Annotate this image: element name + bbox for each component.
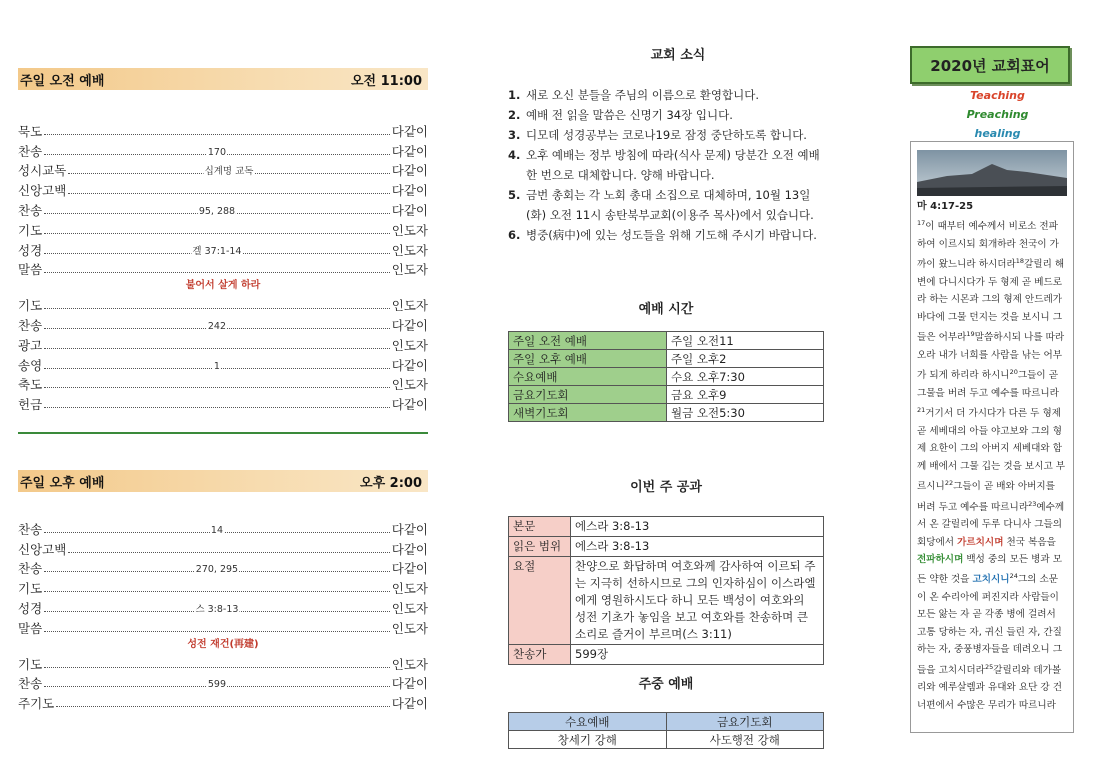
order-item-name: 찬송 <box>18 561 43 577</box>
verse-text: 그들이 곧 배와 아버지를 버려 두고 예수를 따르니라 <box>917 481 1055 513</box>
verse-text: 그의 소문이 온 수리아에 퍼진지라 사람들이 모든 앓는 자 곧 각종 병에 걸려서 고통 당하는 자, 귀신 들린 자, 간질하는 자, 중풍병자들을 데려오니 그들을 고치시더라 <box>917 574 1062 676</box>
order-row <box>18 179 428 199</box>
order-item-name: 신앙고백 <box>18 183 67 199</box>
order-row <box>18 673 428 693</box>
afternoon-order-list <box>18 518 428 712</box>
order-item-detail: 겔 37:1-14 <box>191 243 242 257</box>
news-item-text: 디모데 성경공부는 코로나19로 잠정 중단하도록 합니다. <box>526 128 807 142</box>
dot-leader <box>44 679 390 691</box>
order-item-leader: 인도자 <box>391 222 428 238</box>
dot-leader <box>44 603 390 615</box>
order-item-detail: 95, 288 <box>198 205 236 217</box>
order-item-detail: 170 <box>207 146 227 158</box>
row-value: 월금 오전5:30 <box>667 404 824 422</box>
row-value: 에스라 3:8-13 <box>571 517 824 537</box>
verse-number: 21 <box>917 406 926 415</box>
order-item-leader: 인도자 <box>391 262 428 278</box>
keyword-healing: healing <box>974 127 1021 140</box>
midweek-header-fri: 금요기도회 <box>666 713 824 731</box>
morning-service <box>18 68 428 413</box>
news-item <box>508 225 848 245</box>
dot-leader <box>44 205 390 217</box>
keyword-teaching: Teaching <box>970 89 1025 102</box>
news-item-number: 4. <box>508 148 521 162</box>
dot-leader <box>44 360 390 372</box>
news-item-text: 예배 전 읽을 말씀은 신명기 34장 입니다. <box>526 108 733 122</box>
row-label: 수요예배 <box>509 368 667 386</box>
order-item-leader: 인도자 <box>391 337 428 353</box>
lesson-row <box>509 645 824 665</box>
verse-text: 예수께서 온 갈릴리에 두루 다니사 그들의 회당에서 <box>917 501 1065 548</box>
service-time-row <box>509 404 824 422</box>
lesson-row <box>509 537 824 557</box>
order-item-name: 찬송 <box>18 143 43 159</box>
news-item <box>508 105 848 125</box>
order-item-detail: 270, 295 <box>195 564 239 576</box>
dot-leader <box>44 245 390 257</box>
order-item-name: 성경 <box>18 242 43 258</box>
order-item-name: 축도 <box>18 377 43 393</box>
dot-leader <box>44 407 390 408</box>
order-item-leader: 다같이 <box>391 521 428 537</box>
row-label: 주일 오전 예배 <box>509 332 667 350</box>
order-row <box>18 239 428 259</box>
news-item-number: 1. <box>508 88 521 102</box>
order-item-leader: 다같이 <box>391 676 428 692</box>
row-value: 수요 오후7:30 <box>667 368 824 386</box>
order-item-name: 기도 <box>18 298 43 314</box>
afternoon-service-header <box>18 470 428 492</box>
order-row <box>18 160 428 180</box>
row-label: 주일 오후 예배 <box>509 350 667 368</box>
lesson-title: 이번 주 공과 <box>630 480 702 495</box>
morning-order-list <box>18 120 428 413</box>
midweek-table <box>508 712 824 749</box>
times-title: 예배 시간 <box>638 302 694 317</box>
order-row <box>18 518 428 538</box>
row-label: 요절 <box>509 557 571 645</box>
motto-box <box>910 46 1070 84</box>
verse-number: 17 <box>917 219 926 228</box>
order-item-leader: 다같이 <box>391 202 428 218</box>
dot-leader <box>44 591 390 592</box>
service-time-row <box>509 332 824 350</box>
news-item <box>508 185 848 225</box>
highlight-preaching: 전파하시며 <box>917 554 964 566</box>
verse-text: 갈릴리 해변에 다니시다가 두 형제 곧 베드로라 하는 시몬과 그의 형제 안드레가 바다에 그물 던지는 것을 보시니 그들은 어부라 <box>917 259 1065 344</box>
dot-leader <box>68 166 389 178</box>
highlight-teaching: 가르치시며 <box>957 536 1004 548</box>
order-item-leader: 인도자 <box>391 298 428 314</box>
dot-leader <box>56 706 390 707</box>
dot-leader <box>44 308 390 309</box>
order-item-leader: 다같이 <box>391 357 428 373</box>
order-item-name: 찬송 <box>18 317 43 333</box>
dot-leader <box>44 631 390 632</box>
dot-leader <box>44 272 390 273</box>
order-item-name: 신앙고백 <box>18 541 67 557</box>
service-times-table <box>508 331 824 422</box>
morning-service-time: 오전 11:00 <box>350 73 422 89</box>
news-item-text: 병중(病中)에 있는 성도들을 위해 기도해 주시기 바랍니다. <box>526 228 817 242</box>
row-label: 읽은 범위 <box>509 537 571 557</box>
order-item-leader: 인도자 <box>391 377 428 393</box>
order-row <box>18 140 428 160</box>
order-item-leader: 다같이 <box>391 317 428 333</box>
news-item-text: 금번 총회는 각 노회 총대 소집으로 대체하며, 10월 13일(화) 오전 11시 송탄북부교회(이용주 목사)에서 있습니다. <box>526 188 814 222</box>
midweek-header-wed: 수요예배 <box>509 713 667 731</box>
dot-leader <box>44 564 390 576</box>
order-item-detail: 십계명 교독 <box>204 163 255 177</box>
order-item-name: 말씀 <box>18 620 43 636</box>
row-value: 에스라 3:8-13 <box>571 537 824 557</box>
morning-service-header <box>18 68 428 90</box>
afternoon-service-title: 주일 오후 예배 <box>20 475 105 491</box>
sermon-title: 성전 재건(再建) <box>187 638 259 650</box>
dot-leader <box>44 524 390 536</box>
order-row <box>18 538 428 558</box>
scripture-box <box>910 141 1074 733</box>
verse-number: 19 <box>966 330 975 339</box>
dot-leader <box>44 320 390 332</box>
order-row <box>18 558 428 578</box>
service-time-row <box>509 350 824 368</box>
order-item-leader: 인도자 <box>391 581 428 597</box>
order-item-name: 말씀 <box>18 262 43 278</box>
dot-leader <box>68 193 389 194</box>
dot-leader <box>44 146 390 158</box>
news-item <box>508 85 848 105</box>
verse-text: 백성 중의 모든 병과 모든 약한 것을 <box>917 554 1062 586</box>
order-row <box>18 692 428 712</box>
dot-leader <box>44 233 390 234</box>
afternoon-service-time: 오후 2:00 <box>360 475 422 491</box>
row-value: 599장 <box>571 645 824 665</box>
section-divider <box>18 432 428 434</box>
order-row <box>18 314 428 334</box>
verse-number: 25 <box>984 662 994 671</box>
verse-number: 23 <box>1028 499 1037 508</box>
order-item-leader: 다같이 <box>391 143 428 159</box>
order-item-detail: 1 <box>213 360 220 372</box>
order-row <box>18 199 428 219</box>
order-row <box>18 597 428 617</box>
order-item-detail: 스 3:8-13 <box>194 601 239 615</box>
mountain-image <box>917 150 1067 196</box>
afternoon-service <box>18 470 428 712</box>
order-row <box>18 577 428 597</box>
order-item-name: 묵도 <box>18 123 43 139</box>
lesson-table <box>508 516 824 665</box>
news-title: 교회 소식 <box>650 48 706 63</box>
order-item-name: 기도 <box>18 222 43 238</box>
order-item-detail: 242 <box>207 320 227 332</box>
order-item-name: 찬송 <box>18 202 43 218</box>
news-item-text: 오후 예배는 정부 방침에 따라(식사 문제) 당분간 오전 예배 한 번으로 대체합니다. 양해 바랍니다. <box>526 148 820 182</box>
verse-text: 거기서 더 가시다가 다른 두 형제 곧 세베대의 아들 야고보와 그의 형제 요한이 그의 아버지 세베대와 함께 배에서 그물 깁는 것을 보시고 부르시니 <box>917 408 1066 493</box>
order-item-name: 성경 <box>18 600 43 616</box>
row-label: 금요기도회 <box>509 386 667 404</box>
order-item-leader: 다같이 <box>391 696 428 712</box>
church-news <box>508 44 848 245</box>
row-value: 주일 오전11 <box>667 332 824 350</box>
order-item-name: 송영 <box>18 357 43 373</box>
order-item-leader: 다같이 <box>391 397 428 413</box>
scripture-text <box>917 215 1067 714</box>
news-item-text: 새로 오신 분들을 주님의 이름으로 환영합니다. <box>526 88 760 102</box>
lesson-row <box>509 557 824 645</box>
order-row <box>18 393 428 413</box>
keyword-preaching: Preaching <box>966 108 1029 121</box>
order-row <box>18 354 428 374</box>
order-item-name: 찬송 <box>18 521 43 537</box>
order-item-leader: 다같이 <box>391 561 428 577</box>
order-row <box>18 653 428 673</box>
order-item-leader: 인도자 <box>391 600 428 616</box>
row-value: 금요 오후9 <box>667 386 824 404</box>
verse-number: 22 <box>944 479 954 488</box>
verse-number: 20 <box>1009 368 1018 377</box>
order-row <box>18 259 428 279</box>
verse-text: 이 때부터 예수께서 비로소 전파하여 이르시되 회개하라 천국이 가까이 왔느니라 하시더라 <box>917 221 1059 271</box>
dot-leader <box>44 348 390 349</box>
row-label: 찬송가 <box>509 645 571 665</box>
verse-number: 24 <box>1009 572 1018 581</box>
service-time-row <box>509 368 824 386</box>
order-item-name: 찬송 <box>18 676 43 692</box>
row-label: 새벽기도회 <box>509 404 667 422</box>
morning-service-title: 주일 오전 예배 <box>20 73 105 89</box>
dot-leader <box>44 667 390 668</box>
verse-text: 갈릴리와 데가볼리와 예루살렘과 유대와 요단 강 건너편에서 수많은 무리가 따르니라 <box>917 664 1062 711</box>
verse-text: 말씀하시되 나를 따라오라 내가 너희를 사람을 낚는 어부가 되게 하리라 하시니 <box>917 332 1065 382</box>
motto-keywords <box>910 86 1085 143</box>
dot-leader <box>68 552 389 553</box>
row-value: 찬양으로 화답하며 여호와께 감사하여 이르되 주는 지극히 선하시므로 그의 인자하심이 이스라엘에게 영원하시도다 하니 모든 백성이 여호와의 성전 기초가 놓임을 보고 여호와를 찬송하며 큰 소리로 즐거이 부르며(스 3:11) <box>571 557 824 645</box>
verse-text: 천국 복음을 <box>1003 536 1056 548</box>
service-time-row <box>509 386 824 404</box>
news-list <box>508 85 848 245</box>
news-item-number: 3. <box>508 128 521 142</box>
order-item-name: 헌금 <box>18 397 43 413</box>
order-row <box>18 219 428 239</box>
sermon-title: 불어서 살게 하라 <box>185 280 261 292</box>
order-row <box>18 294 428 314</box>
news-item <box>508 145 848 185</box>
order-item-name: 성시교독 <box>18 163 67 179</box>
motto-title: 2020년 교회표어 <box>930 56 1050 75</box>
order-item-name: 주기도 <box>18 696 55 712</box>
news-item-number: 5. <box>508 188 521 202</box>
order-row <box>18 334 428 354</box>
order-item-detail: 599 <box>207 679 227 691</box>
order-item-leader: 인도자 <box>391 656 428 672</box>
scripture-reference: 마 4:17-25 <box>917 201 974 212</box>
row-value: 주일 오후2 <box>667 350 824 368</box>
dot-leader <box>44 387 390 388</box>
highlight-healing: 고치시니 <box>972 574 1010 586</box>
dot-leader <box>44 134 390 135</box>
midweek-value-fri: 사도행전 강해 <box>666 731 824 749</box>
order-item-leader: 다같이 <box>391 541 428 557</box>
order-item-leader: 다같이 <box>391 163 428 179</box>
order-row <box>18 120 428 140</box>
order-row <box>18 374 428 394</box>
row-label: 본문 <box>509 517 571 537</box>
verse-number: 18 <box>1015 257 1025 266</box>
news-item-number: 2. <box>508 108 521 122</box>
verse-text: 그들이 곧 그물을 버려 두고 예수를 따르니라 <box>917 370 1059 399</box>
order-item-name: 기도 <box>18 581 43 597</box>
news-item <box>508 125 848 145</box>
order-item-leader: 인도자 <box>391 242 428 258</box>
lesson-row <box>509 517 824 537</box>
midweek-value-wed: 창세기 강해 <box>509 731 667 749</box>
order-item-leader: 인도자 <box>391 620 428 636</box>
order-item-detail: 14 <box>210 524 223 536</box>
order-row <box>18 617 428 637</box>
news-item-number: 6. <box>508 228 521 242</box>
order-item-name: 기도 <box>18 656 43 672</box>
order-item-leader: 다같이 <box>391 123 428 139</box>
order-item-name: 광고 <box>18 337 43 353</box>
midweek-title: 주중 예배 <box>638 677 694 692</box>
order-item-leader: 다같이 <box>391 183 428 199</box>
